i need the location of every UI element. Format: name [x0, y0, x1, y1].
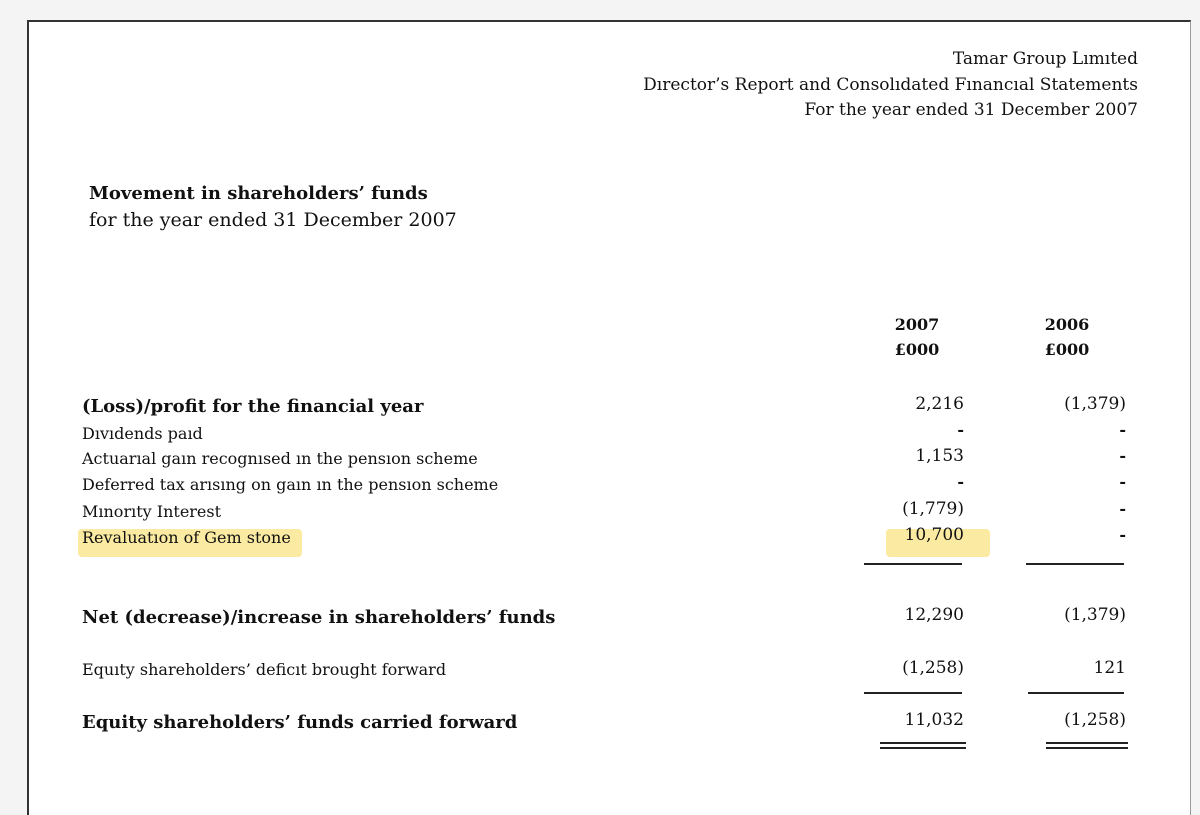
- row-label-dividends: Dıvıdends paıd: [82, 424, 203, 443]
- report-period: For the year ended 31 December 2007: [804, 100, 1138, 120]
- brought-forward-2007: (1,258): [902, 658, 964, 678]
- subtotal-rule-2006: [1026, 563, 1124, 565]
- section-subtitle: for the year ended 31 December 2007: [89, 209, 457, 231]
- column-header-2007: [877, 315, 957, 359]
- row-label-loss-profit: (Loss)/profit for the financial year: [82, 396, 424, 417]
- column-header-2006: [1027, 315, 1107, 359]
- carried-forward-2006: (1,258): [1064, 710, 1126, 730]
- row-label-actuarial-gain: Actuarıal gaın recognısed ın the pensıon scheme: [82, 449, 478, 468]
- double-rule-2006: [1046, 742, 1128, 749]
- row-value-2006: -: [1119, 446, 1126, 465]
- row-value-2007: -: [957, 420, 964, 439]
- net-total-2006: (1,379): [1064, 605, 1126, 625]
- row-value-2007: (1,779): [902, 499, 964, 519]
- row-label-revaluation-gem-stone: Revaluatıon of Gem stone: [82, 528, 291, 547]
- row-value-2007: 10,700: [904, 525, 964, 545]
- net-total-2007: 12,290: [904, 605, 964, 625]
- company-name: Tamar Group Lımıted: [952, 49, 1138, 69]
- row-label-deferred-tax: Deferred tax arısıng on gaın ın the pensıon scheme: [82, 475, 499, 494]
- section-title: Movement in shareholders’ funds: [89, 183, 428, 204]
- carried-forward-label: Equity shareholders’ funds carried forward: [82, 712, 518, 733]
- row-value-2006: -: [1119, 499, 1126, 518]
- total-rule-2006: [1028, 692, 1124, 694]
- brought-forward-2006: 121: [1093, 658, 1126, 678]
- row-value-2006: (1,379): [1064, 394, 1126, 414]
- row-value-2006: -: [1119, 472, 1126, 491]
- row-value-2006: -: [1119, 525, 1126, 544]
- column-year-2007: 2007: [894, 315, 940, 334]
- document-page: [27, 20, 1191, 815]
- report-title: Dırector’s Report and Consolıdated Fınancıal Statements: [643, 75, 1138, 95]
- column-unit-2006: £000: [1044, 340, 1090, 359]
- row-value-2006: -: [1119, 420, 1126, 439]
- column-unit-2007: £000: [894, 340, 940, 359]
- column-year-2006: 2006: [1044, 315, 1090, 334]
- row-value-2007: 1,153: [915, 446, 964, 466]
- total-rule-2007: [864, 692, 962, 694]
- carried-forward-2007: 11,032: [904, 710, 964, 730]
- row-label-minority-interest: Mınorıty Interest: [82, 502, 222, 521]
- double-rule-2007: [880, 742, 966, 749]
- brought-forward-label: Equıty shareholders’ deficıt brought forward: [82, 660, 447, 679]
- row-value-2007: -: [957, 472, 964, 491]
- row-value-2007: 2,216: [915, 394, 964, 414]
- subtotal-rule-2007: [864, 563, 962, 565]
- net-total-label: Net (decrease)/increase in shareholders’ funds: [82, 607, 556, 628]
